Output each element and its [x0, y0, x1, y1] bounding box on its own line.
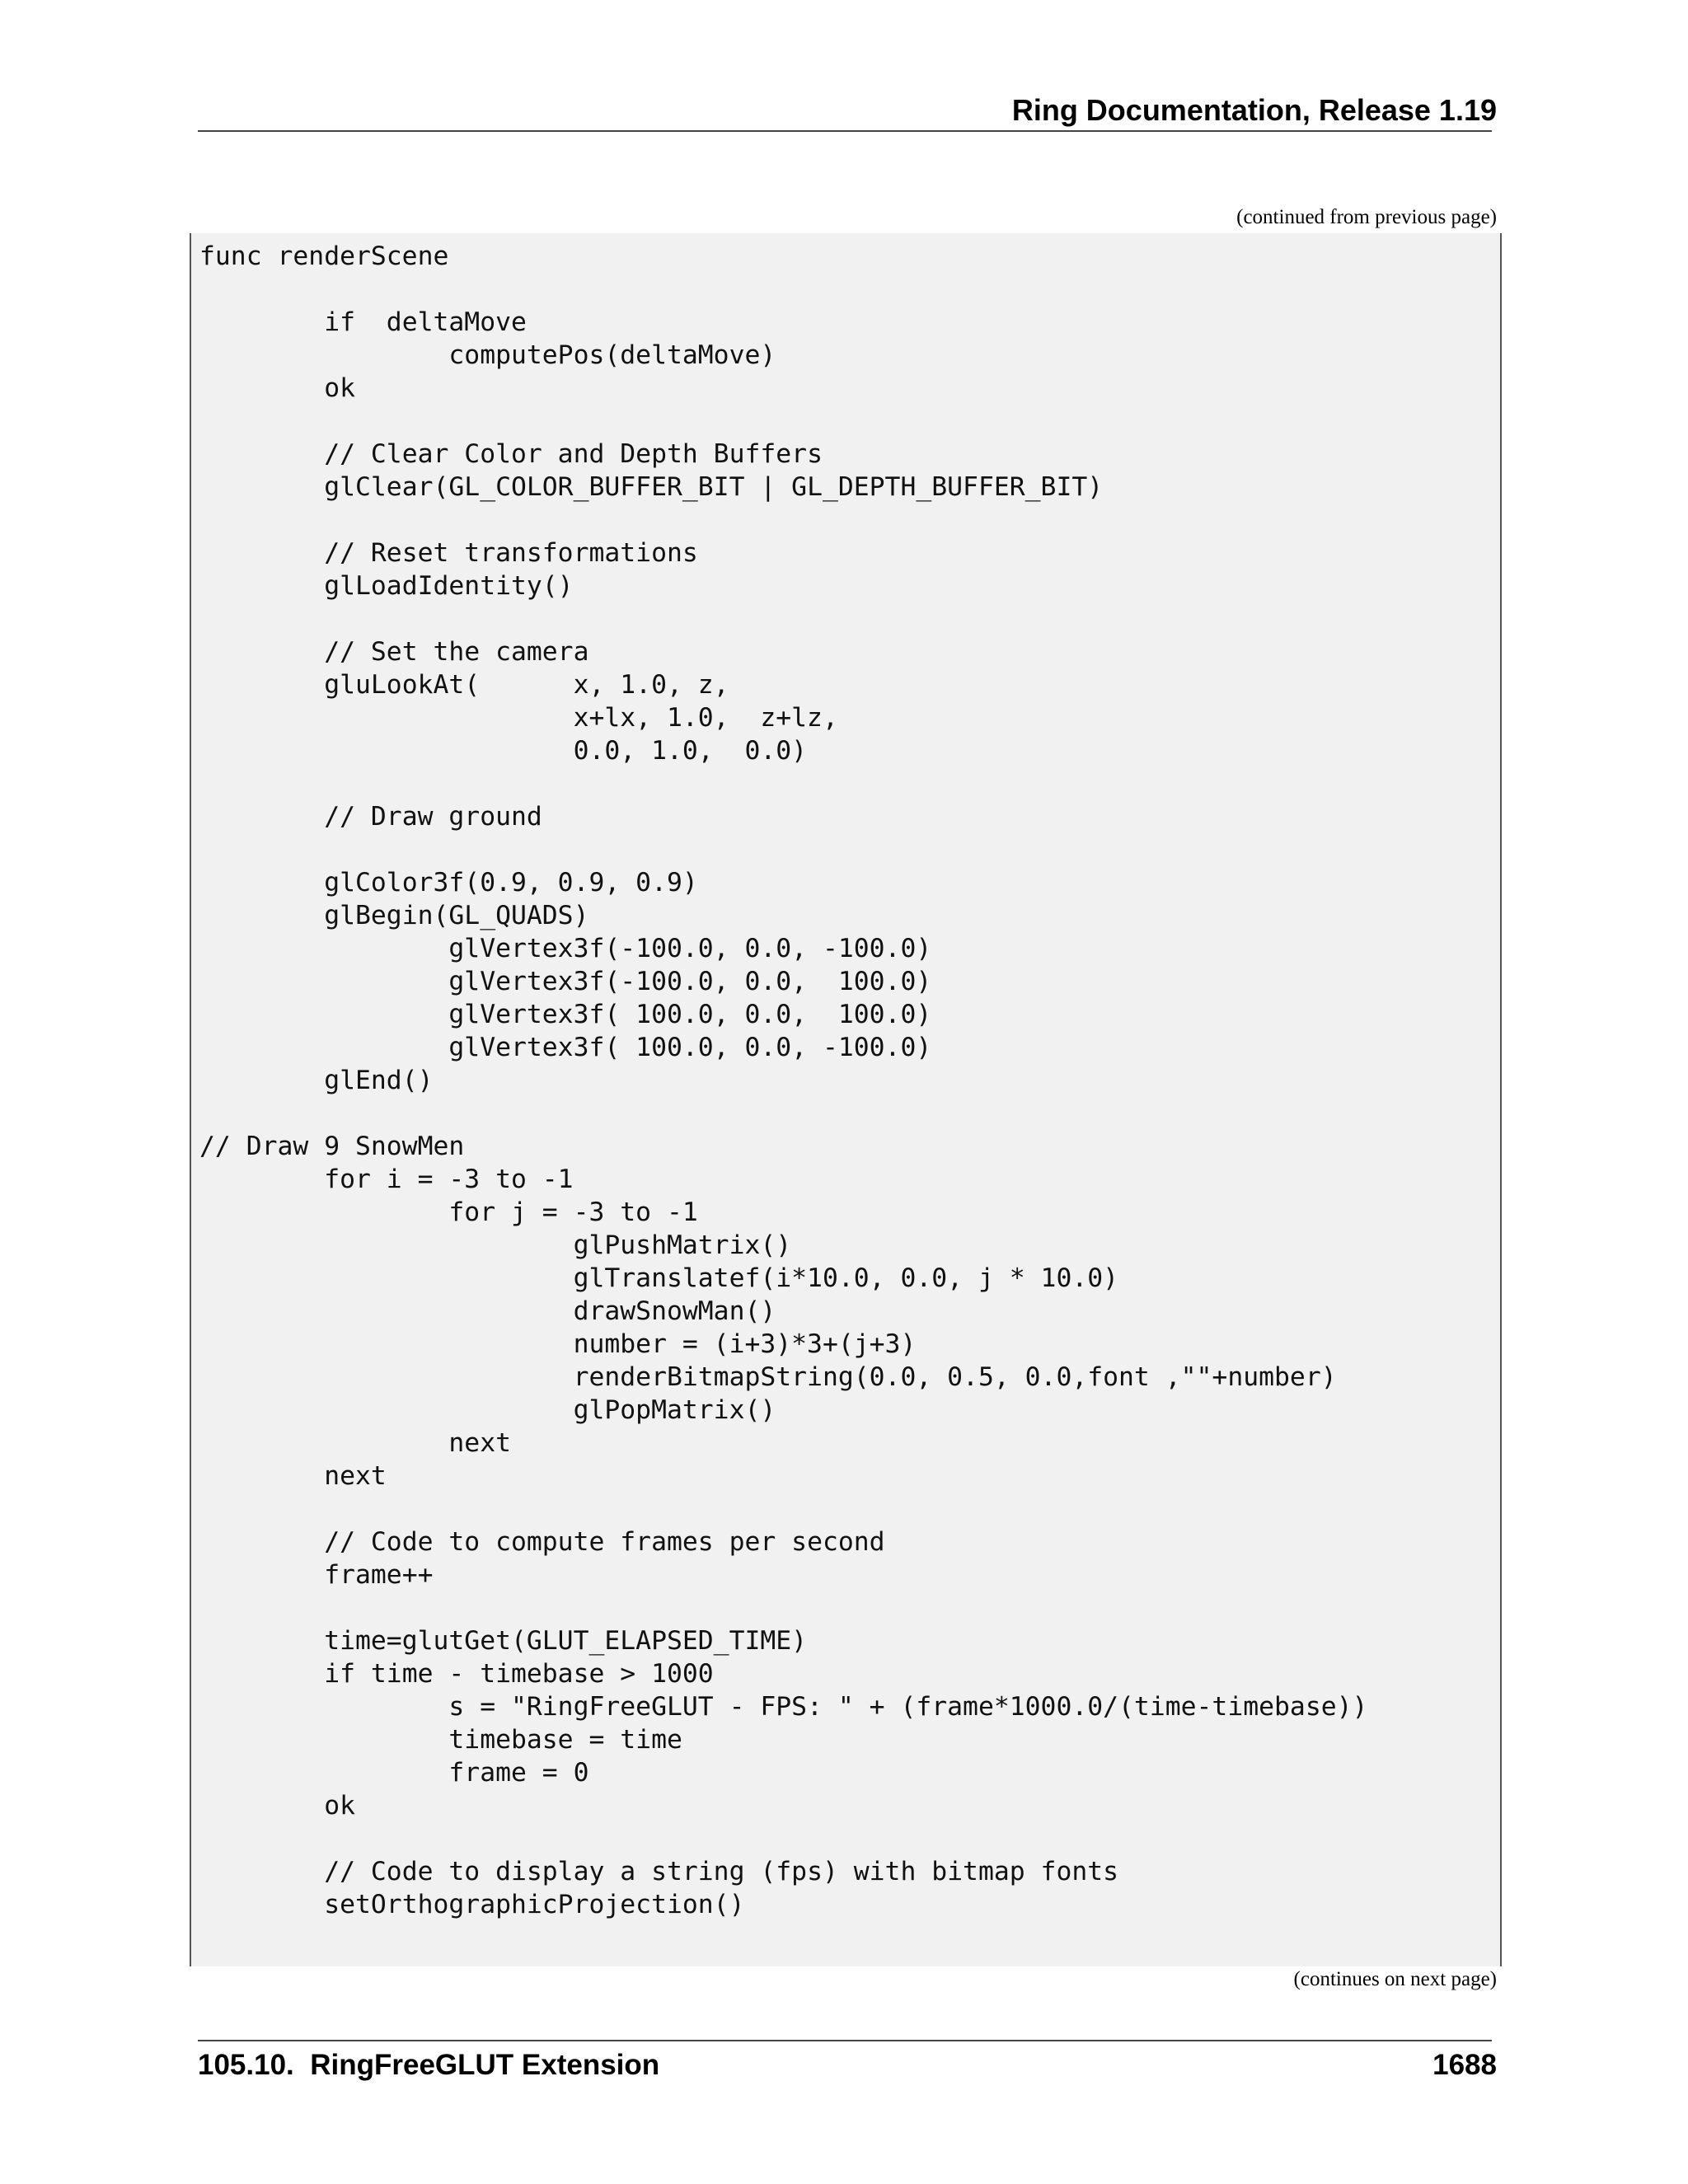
code-line: func renderScene — [199, 241, 449, 271]
code-line: drawSnowMan() — [199, 1296, 776, 1326]
footer-section-title: 105.10. RingFreeGLUT Extension — [198, 2049, 660, 2081]
continues-on-note: (continues on next page) — [1293, 1968, 1497, 1990]
code-line: x+lx, 1.0, z+lz, — [199, 703, 838, 733]
code-line: next — [199, 1461, 387, 1491]
code-line: glVertex3f(-100.0, 0.0, 100.0) — [199, 967, 932, 996]
code-line: computePos(deltaMove) — [199, 340, 776, 370]
code-line: for j = -3 to -1 — [199, 1197, 698, 1227]
code-listing — [199, 240, 1367, 1954]
page-header-title: Ring Documentation, Release 1.19 — [1011, 93, 1497, 127]
code-line: frame++ — [199, 1560, 434, 1590]
code-line: glEnd() — [199, 1066, 434, 1095]
code-line: renderBitmapString(0.0, 0.5, 0.0,font ,""+number) — [199, 1362, 1337, 1392]
page-number: 1688 — [1432, 2049, 1497, 2081]
code-line: ok — [199, 1791, 356, 1821]
code-line: // Draw 9 SnowMen — [199, 1132, 465, 1161]
code-line: time=glutGet(GLUT_ELAPSED_TIME) — [199, 1626, 808, 1656]
code-line: // Clear Color and Depth Buffers — [199, 439, 823, 469]
code-line: glPushMatrix() — [199, 1230, 792, 1260]
code-line: // Code to display a string (fps) with bitmap fonts — [199, 1857, 1119, 1886]
code-line: frame = 0 — [199, 1758, 589, 1788]
code-line: next — [199, 1428, 511, 1458]
code-line: // Reset transformations — [199, 538, 698, 568]
code-line: glBegin(GL_QUADS) — [199, 901, 589, 930]
code-line: number = (i+3)*3+(j+3) — [199, 1329, 917, 1359]
code-line: glLoadIdentity() — [199, 571, 574, 601]
code-line: glVertex3f(-100.0, 0.0, -100.0) — [199, 934, 932, 963]
continued-from-note: (continued from previous page) — [1236, 206, 1497, 228]
code-line: if deltaMove — [199, 307, 527, 337]
code-line: if time - timebase > 1000 — [199, 1659, 714, 1689]
code-line: glVertex3f( 100.0, 0.0, 100.0) — [199, 1000, 932, 1029]
code-line: glColor3f(0.9, 0.9, 0.9) — [199, 868, 698, 898]
code-line: glPopMatrix() — [199, 1395, 776, 1425]
code-block — [190, 233, 1502, 1966]
code-line: ok — [199, 373, 356, 403]
code-line: // Code to compute frames per second — [199, 1527, 885, 1557]
code-line: glClear(GL_COLOR_BUFFER_BIT | GL_DEPTH_BUFFER_BIT) — [199, 472, 1104, 502]
code-line: // Draw ground — [199, 802, 542, 832]
header-divider — [198, 130, 1492, 132]
code-line: timebase = time — [199, 1725, 682, 1755]
code-line: for i = -3 to -1 — [199, 1165, 574, 1194]
code-line: glTranslatef(i*10.0, 0.0, j * 10.0) — [199, 1263, 1119, 1293]
code-line: s = "RingFreeGLUT - FPS: " + (frame*1000.0/(time-timebase)) — [199, 1692, 1368, 1722]
code-line: setOrthographicProjection() — [199, 1890, 745, 1919]
footer-divider — [198, 2040, 1492, 2041]
code-line: glVertex3f( 100.0, 0.0, -100.0) — [199, 1033, 932, 1062]
code-line: gluLookAt( x, 1.0, z, — [199, 670, 729, 700]
code-line: // Set the camera — [199, 637, 589, 667]
code-line: 0.0, 1.0, 0.0) — [199, 736, 808, 766]
